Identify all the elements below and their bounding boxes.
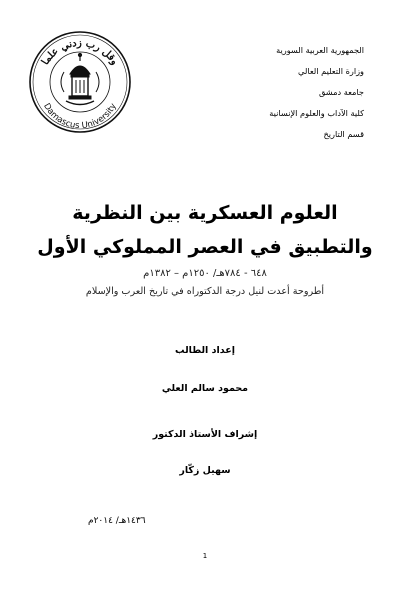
- thesis-title: [20, 196, 390, 264]
- thesis-description: أطروحة أعدت لنيل درجة الدكتوراه في تاريخ العرب والإسلام: [85, 286, 325, 297]
- period-dates: ٦٤٨ - ٧٨٤هـ/ ١٢٥٠م – ١٣٨٢م: [143, 268, 267, 279]
- supervisor-label: إشراف الأستاذ الدكتور: [152, 429, 258, 440]
- page-number: 1: [202, 552, 208, 560]
- faculty-line: كلية الآداب والعلوم الإنسانية: [269, 108, 364, 118]
- ministry-line: وزارة التعليم العالي: [298, 66, 364, 76]
- student-name: محمود سالم العلي: [161, 383, 249, 394]
- department-line: قسم التاريخ: [323, 129, 364, 139]
- university-seal-logo: [28, 30, 132, 134]
- seal-graphic: [28, 30, 132, 134]
- country-line: الجمهورية العربية السورية: [276, 45, 364, 55]
- logo-arabic-motto: وقل رب زدني علما: [39, 37, 120, 68]
- logo-english-name: Damascus University: [41, 101, 119, 132]
- university-line: جامعة دمشق: [318, 87, 364, 97]
- supervisor-name: سهيل زكّار: [179, 465, 231, 476]
- institution-header: [194, 40, 364, 145]
- title-line-2: والتطبيق في العصر المملوكي الأول: [37, 236, 373, 258]
- submission-date: ١٤٣٦هـ/ ٢٠١٤م: [88, 516, 146, 526]
- prepared-by-label: إعداد الطالب: [175, 345, 235, 356]
- title-line-1: العلوم العسكرية بين النظرية: [72, 202, 338, 224]
- lantern-icon: [61, 53, 99, 104]
